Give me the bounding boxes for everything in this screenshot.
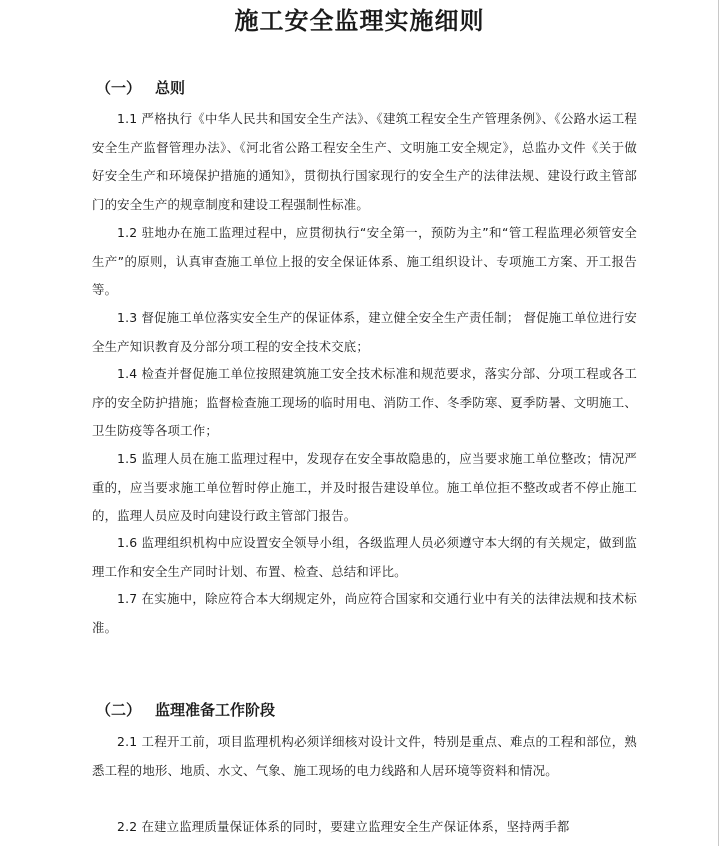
paragraph-1-5: 1.5 监理人员在施工监理过程中，发现存在安全事故隐患的，应当要求施工单位整改；情况严重的，应当要求施工单位暂时停止施工，并及时报告建设单位。施工单位拒不整改或者不停止施工的，监理人员应及时向建设行政主管部门报告。 <box>92 451 637 523</box>
section-number: （二） <box>96 701 142 719</box>
document-title: 施工安全监理实施细则 <box>234 6 485 35</box>
section-title: 总则 <box>155 79 186 97</box>
section-title: 监理准备工作阶段 <box>155 701 276 719</box>
paragraph-2-2: 2.2 在建立监理质量保证体系的同时，要建立监理安全生产保证体系，坚持两手都 <box>117 819 570 834</box>
paragraph-1-6: 1.6 监理组织机构中应设置安全领导小组，各级监理人员必须遵守本大纲的有关规定，做到监理工作和安全生产同时计划、布置、检查、总结和评比。 <box>92 535 637 579</box>
paragraph-2-1: 2.1 工程开工前，项目监理机构必须详细核对设计文件，特别是重点、难点的工程和部位，熟悉工程的地形、地质、水文、气象、施工现场的电力线路和人居环境等资料和情况。 <box>92 734 637 778</box>
paragraph-1-7: 1.7 在实施中，除应符合本大纲规定外，尚应符合国家和交通行业中有关的法律法规和技术标准。 <box>92 591 637 635</box>
paragraph-1-1: 1.1 严格执行《中华人民共和国安全生产法》、《建筑工程安全生产管理条例》、《公路水运工程安全生产监督管理办法》、《河北省公路工程安全生产、文明施工安全规定》，总监办文件《关于做好安全生产和环境保护措施的通知》，贯彻执行国家现行的安全生产的法律法规、建设行政主管部门的安全生产的规章制度和建设工程强制性标准。 <box>92 111 637 212</box>
section-heading-general <box>96 78 185 98</box>
paragraph-1-3: 1.3 督促施工单位落实安全生产的保证体系，建立健全安全生产责任制； 督促施工单位进行安全生产知识教育及分部分项工程的安全技术交底； <box>92 310 637 354</box>
paragraph-1-4: 1.4 检查并督促施工单位按照建筑施工安全技术标准和规范要求，落实分部、分项工程或各工序的安全防护措施；监督检查施工现场的临时用电、消防工作、冬季防寒、夏季防暑、文明施工、卫生防疫等各项工作； <box>92 366 637 438</box>
paragraph-1-2: 1.2 驻地办在施工监理过程中，应贯彻执行“安全第一，预防为主”和“管工程监理必须管安全生产”的原则，认真审查施工单位上报的安全保证体系、施工组织设计、专项施工方案、开工报告等。 <box>92 225 637 297</box>
section-heading-preparation <box>96 700 275 720</box>
section-number: （一） <box>96 79 142 97</box>
